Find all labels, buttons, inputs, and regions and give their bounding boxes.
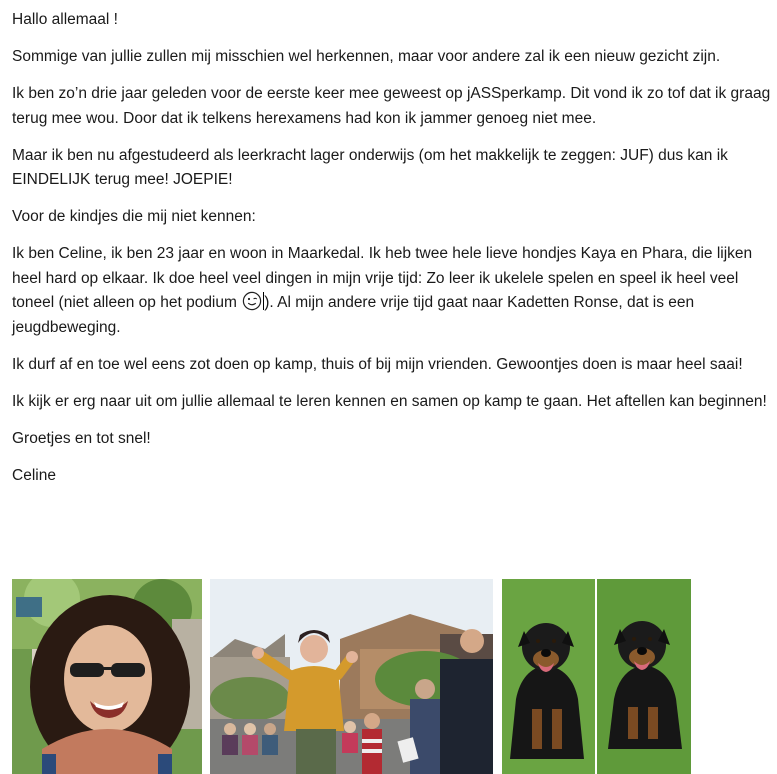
closing-paragraph: Groetjes en tot snel! [12,429,151,447]
graduation-paragraph: Maar ik ben nu afgestudeerd als leerkracht lager onderwijs (om het makkelijk te zeggen: JUF) dus kan ik EINDELIJK terug mee! JOEPIE! [12,146,728,188]
personality-paragraph: Ik durf af en toe wel eens zot doen op kamp, thuis of bij mijn vrienden. Gewoontjes doen is maar heel saai! [12,355,743,373]
about-me-paragraph [12,242,772,340]
performance-photo [210,579,493,774]
intro-paragraph: Sommige van jullie zullen mij misschien wel herkennen, maar voor andere zal ik een nieuw gezicht zijn. [12,48,721,65]
portrait-photo [12,579,202,774]
kids-intro-paragraph: Voor de kindjes die mij niet kennen: [12,208,256,225]
looking-forward-paragraph: Ik kijk er erg naar uit om jullie allemaal te leren kennen en samen op kamp te gaan. Het aftellen kan beginnen! [12,392,767,410]
document-body [12,8,772,501]
history-paragraph: Ik ben zo’n drie jaar geleden voor de eerste keer mee geweest op jASSperkamp. Dit vond ik zo tof dat ik graag terug mee wou. Door dat ik telkens herexamens had kon ik jammer genoeg niet mee. [12,85,771,127]
about-me-text-end: ). Al mijn andere vrije tijd gaat naar Kadetten Ronse, dat is een jeugdbeweging. [12,294,695,336]
greeting-paragraph: Hallo allemaal ! [12,11,118,28]
about-me-text-start: Ik ben Celine, ik ben 23 jaar en woon in Maarkedal. Ik heb twee hele lieve hondjes Kaya en Phara, die lijken heel hard op elkaar. Ik doe heel veel dingen in mijn vrije tijd: Zo leer ik ukelele spelen en speel ik heel veel toneel (niet alleen op het podium [12,245,753,311]
dogs-photo [502,579,691,774]
signature-paragraph: Celine [12,466,56,484]
winking-face-icon [242,291,262,311]
